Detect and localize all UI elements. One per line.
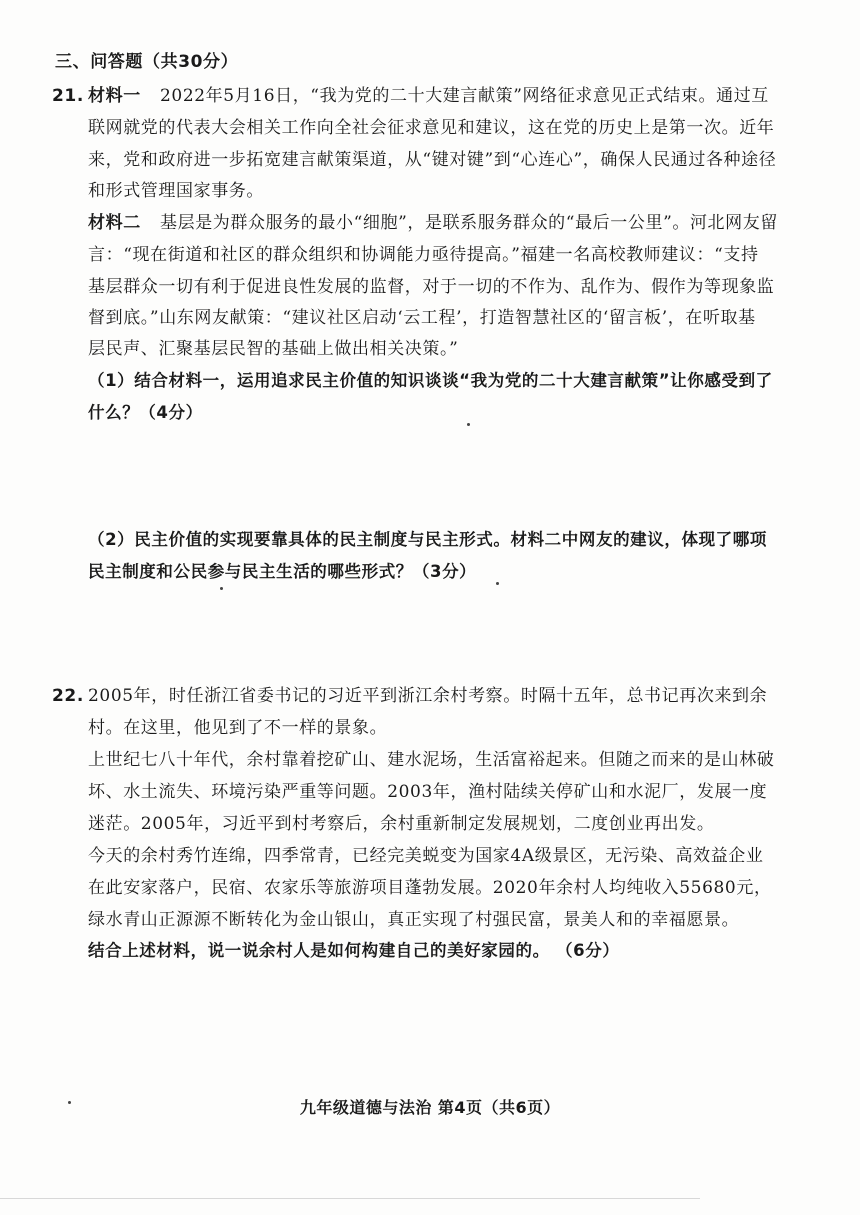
- question-22-line-6: 今天的余村秀竹连绵，四季常青，已经完美蜕变为国家4A级景区，无污染、高效益企业: [88, 846, 764, 866]
- question-22-line-7: 在此安家落户，民宿、农家乐等旅游项目蓬勃发展。2020年余村人均纯收入55680元，: [88, 878, 772, 898]
- scan-edge-line: [0, 1198, 700, 1199]
- material-1-line-3: 来，党和政府进一步拓宽建言献策渠道，从“键对键”到“心连心”，确保人民通过各种途径: [88, 150, 777, 170]
- scan-speck: [220, 587, 223, 590]
- question-22-line-4: 坏、水土流失、环境污染严重等问题。2003年，渔村陆续关停矿山和水泥厂，发展一度: [88, 782, 768, 802]
- material-1-line-2: 联网就党的代表大会相关工作向全社会征求意见和建议，这在党的历史上是第一次。近年: [88, 118, 775, 138]
- question-22-line-2: 村。在这里，他见到了不一样的景象。: [88, 718, 388, 738]
- material-2-line-4: 督到底。”山东网友献策：“建议社区启动‘云工程’，打造智慧社区的‘留言板’，在听取基: [88, 308, 756, 328]
- question-22-line-1: 2005年，时任浙江省委书记的习近平到浙江余村考察。时隔十五年，总书记再次来到余: [88, 686, 768, 706]
- question-22-prompt: 结合上述材料，说一说余村人是如何构建自己的美好家园的。 （6分）: [88, 941, 620, 960]
- scan-speck: [496, 582, 499, 585]
- section-title: 三、问答题（共30分）: [55, 52, 239, 72]
- question-22-line-3: 上世纪七八十年代，余村靠着挖矿山、建水泥场，生活富裕起来。但随之而来的是山林破: [88, 750, 775, 770]
- page-footer: 九年级道德与法治 第4页（共6页）: [299, 1098, 561, 1117]
- question-21-number: 21.: [52, 86, 84, 106]
- question-22-line-8: 绿水青山正源源不断转化为金山银山，真正实现了村强民富，景美人和的幸福愿景。: [88, 910, 740, 930]
- scan-speck: [467, 423, 470, 426]
- material-2-line-2: 言：“现在街道和社区的群众组织和协调能力亟待提高。”福建一名高校教师建议：“支持: [88, 245, 759, 265]
- material-2-line-3: 基层群众一切有利于促进良性发展的监督，对于一切的不作为、乱作为、假作为等现象监: [88, 277, 775, 297]
- material-1-line-4: 和形式管理国家事务。: [88, 181, 264, 201]
- material-2-line-1: 基层是为群众服务的最小“细胞”，是联系服务群众的“最后一公里”。河北网友留: [160, 213, 778, 233]
- material-1-line-1: 2022年5月16日，“我为党的二十大建言献策”网络征求意见正式结束。通过互: [160, 86, 769, 106]
- question-21-sub-1-line-2: 什么？（4分）: [88, 403, 203, 422]
- question-22-number: 22.: [52, 686, 84, 706]
- question-21-sub-2-line-2: 民主制度和公民参与民主生活的哪些形式？（3分）: [88, 562, 477, 581]
- question-21-sub-2-line-1: （2）民主价值的实现要靠具体的民主制度与民主形式。材料二中网友的建议，体现了哪项: [88, 530, 767, 549]
- question-22-line-5: 迷茫。2005年，习近平到村考察后，余村重新制定发展规划，二度创业再出发。: [88, 814, 715, 834]
- material-2-line-5: 层民声、汇聚基层民智的基础上做出相关决策。”: [88, 339, 459, 359]
- question-21-sub-1-line-1: （1）结合材料一，运用追求民主价值的知识谈谈“我为党的二十大建言献策”让你感受到了: [88, 371, 773, 390]
- material-2-label: 材料二: [88, 213, 141, 233]
- material-1-label: 材料一: [88, 86, 141, 106]
